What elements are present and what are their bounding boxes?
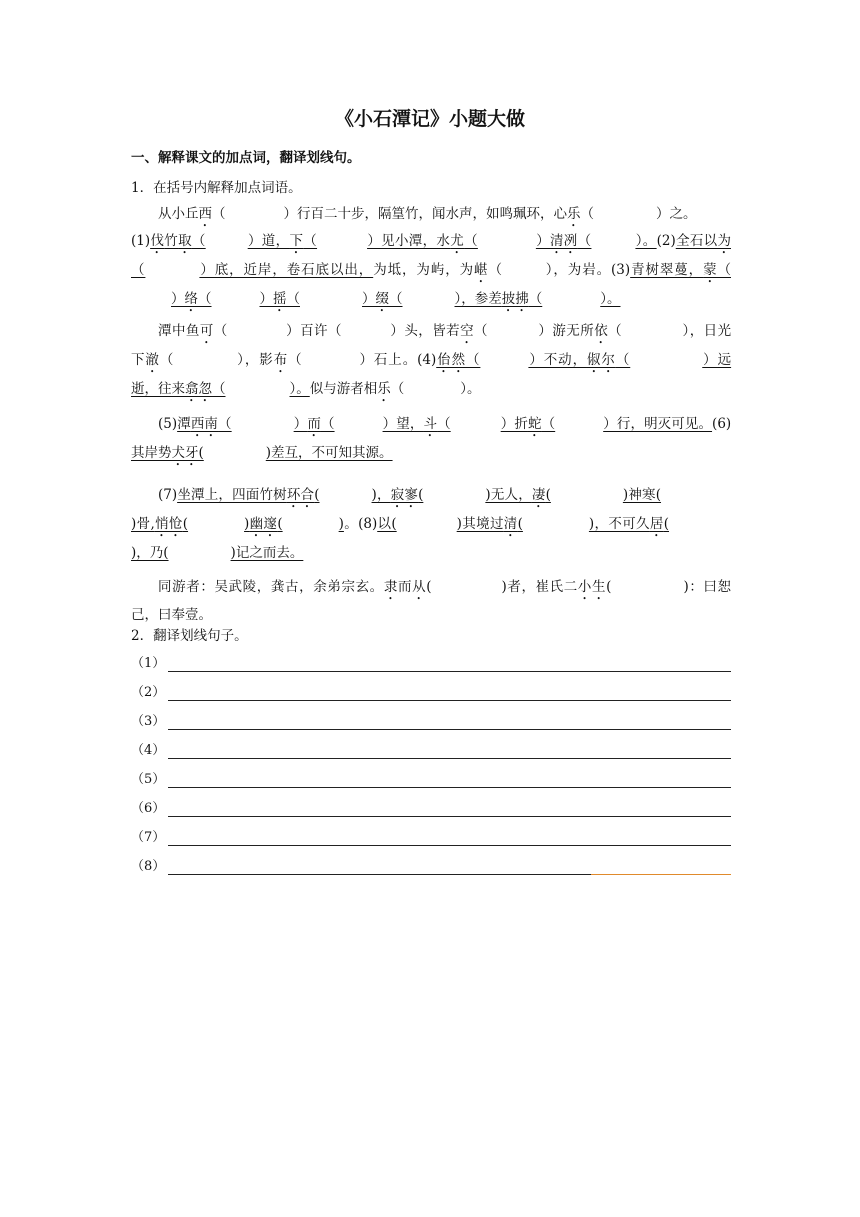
- passage-paragraph-5: 同游者：吴武陵，龚古，余弟宗玄。隶而从( )者，崔氏二小生( )：曰恕己，曰奉壹。: [131, 579, 732, 623]
- passage-paragraph-4: (7)坐潭上，四面竹树环合( )，寂寥( )无人，凄( )神寒()骨,悄怆( )幽邃( )。(8)以( )其境过清( )，不可久居()，乃( )记之而去。: [131, 487, 670, 561]
- question-1-title: 1．在括号内解释加点词语。: [131, 180, 302, 196]
- answer-line-5[interactable]: （5）: [131, 768, 731, 788]
- question-2-title: 2．翻译划线句子。: [131, 628, 248, 644]
- section-heading: 一、解释课文的加点词，翻译划线句。: [131, 150, 361, 166]
- passage-paragraph-1: 从小丘西（ ）行百二十步，隔篁竹，闻水声，如鸣珮环，心乐（ ）之。: [158, 206, 697, 222]
- answer-line-7[interactable]: （7）: [131, 826, 731, 846]
- passage-paragraph-2: 潭中鱼可（ ）百许（ ）头，皆若空（ ）游无所依（ ），日光下澈（ ），影布（ ）石上。(4)佁然（ ）不动，俶尔（ ）远逝，往来翕忽（ ）。似与游者相乐（ ）。: [131, 323, 732, 397]
- answer-line-8[interactable]: （8）: [131, 855, 731, 875]
- answer-line-1[interactable]: （1）: [131, 652, 731, 672]
- answer-line-6[interactable]: （6）: [131, 797, 731, 817]
- passage-paragraph-3: (5)潭西南（ ）而（ ）望，斗（ ）折蛇（ ）行，明灭可见。(6)其岸势犬牙( )差互，不可知其源。: [131, 416, 732, 461]
- page-title: 《小石潭记》小题大做: [334, 108, 525, 130]
- answer-line-4[interactable]: （4）: [131, 739, 731, 759]
- answer-line-3[interactable]: （3）: [131, 710, 731, 730]
- answer-line-2[interactable]: （2）: [131, 681, 731, 701]
- passage-paragraph-1-cont: (1)伐竹取（ ）道，下（ ）见小潭，水尤（ ）清冽（ ）。(2)全石以为（ ）底，近岸，卷石底以出，为坻，为屿，为嵁（ ），为岩。(3)青树翠蔓，蒙（）络（ ）摇（ ）缀（ ），参差披拂（ ）。: [131, 233, 731, 307]
